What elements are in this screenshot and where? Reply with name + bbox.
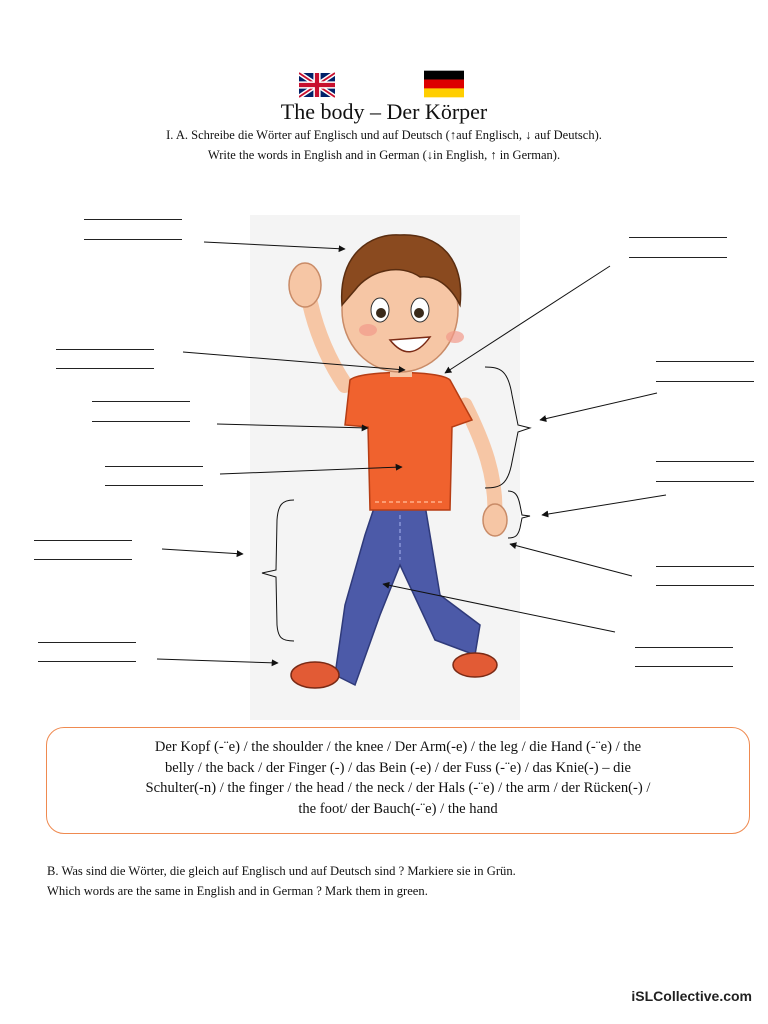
word-bank-line: Der Kopf (-¨e) / the shoulder / the knee / Der Arm(-e) / the leg / die Hand (-¨e) / the [154,739,642,755]
word-bank-box [46,727,750,834]
word-bank-line: Schulter(-n) / the finger / the head / the neck / der Hals (-¨e) / the arm / der Rücken(-) / [145,780,651,796]
watermark [631,988,752,1004]
instruction-english: Write the words in English and in German (↓in English, ↑ in German). [207,148,561,162]
part-b-instruction-german: B. Was sind die Wörter, die gleich auf Englisch und auf Deutsch sind ? Markiere sie in Grün. [47,864,516,878]
watermark-suffix: .com [719,988,752,1004]
part-b-instruction-english: Which words are the same in English and in German ? Mark them in green. [47,884,428,898]
instruction-german: I. A. Schreibe die Wörter auf Englisch und auf Deutsch (↑auf Englisch, ↓ auf Deutsch). [166,128,602,142]
page-title: The body – Der Körper [280,99,488,124]
word-bank-line: belly / the back / der Finger (-) / das Bein (-e) / der Fuss (-¨e) / das Knie(-) – die [164,759,632,776]
word-bank-line: the foot/ der Bauch(-¨e) / the hand [298,800,498,817]
watermark-brand: iSLCollective [631,988,720,1004]
